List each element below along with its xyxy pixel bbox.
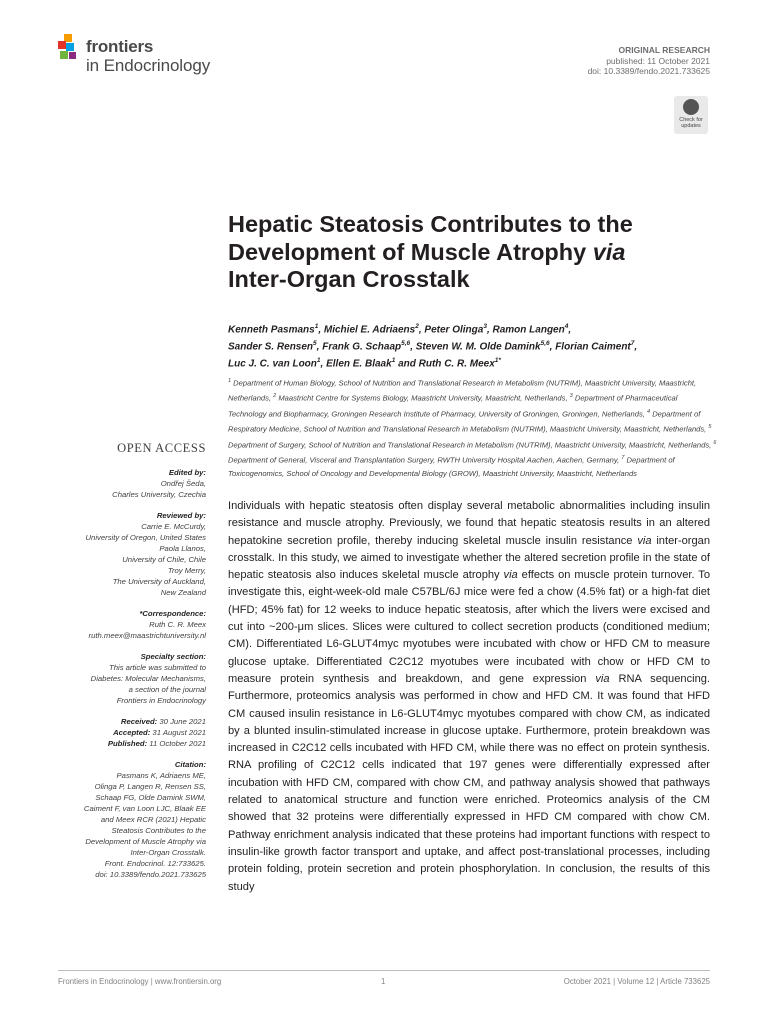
- citation-heading: Citation:: [174, 760, 206, 769]
- received-value: 30 June 2021: [159, 717, 206, 726]
- received-label: Received:: [120, 717, 158, 726]
- author-list: Kenneth Pasmans$^1$, Michiel E. Adriaens$^2$, Peter Olinga$^3$, Ramon Langen$^4$, Sander S. Rensen$^5$, Frank G. Schaap$^{5,6}$, Steven W. M. Olde Damink$^{5,6}$, Florian Caiment$^7$, Luc J. C. van Loon$^1$, Ellen E. Blaak$^1$ and Ruth C. R. Meex$^{1*}$: [228, 323, 638, 369]
- sidebar-published-date: [58, 738, 206, 749]
- accepted-date: [58, 727, 206, 738]
- published-label: Published:: [107, 739, 148, 748]
- affiliations: $^1$ Department of Human Biology, School of Nutrition and Translational Research in Metabolism (NUTRIM), Maastricht University, Maastricht, Netherlands, $^2$ Maastricht Centre for Systems Biology, Maastricht University, Maastricht, Netherlands, $^3$ Department of Pharmaceutical Technology and Biopharmacy, Groningen Research Institute of Pharmacy, University of Groningen, Groningen, Netherlands, $^4$ Department of Respiratory Medicine, School of Nutrition and Translational Research in Metabolism (NUTRIM), Maastricht University, Maastricht, Netherlands, $^5$ Department of Surgery, School of Nutrition and Translational Research in Metabolism (NUTRIM), Maastricht University, Maastricht, Netherlands, $^6$ Department of General, Visceral and Transplantation Surgery, RWTH University Hospital Aachen, Aachen, Germany, $^7$ Department of Toxicogenomics, School of Oncology and Developmental Biology (GROW), Maastricht University, Maastricht, Netherlands: [228, 378, 717, 478]
- abstract-body: Individuals with hepatic steatosis often display several metabolic abnormalities including insulin resistance and muscle atrophy. Previously, we found that hepatic steatosis results in an altered hepatokine secretion profile, thereby inducing skeletal muscle insulin resistance via inter-organ crosstalk. In this study, we aimed to investigate whether the altered secretion profile in the state of hepatic steatosis also induces skeletal muscle atrophy via effects on muscle protein turnover. To investigate this, eight-week-old male C57BL/6J mice were fed a chow (4.5% fat) or a high-fat diet (HFD; 45% fat) for 12 weeks to induce hepatic steatosis, after which the livers were excised and cut into ~200-μm slices. Slices were cultured to collect secretion products (conditioned medium; CM). Differentiated L6-GLUT4myc myotubes were incubated with chow or HFD CM to measure glucose uptake. Differentiated C2C12 myotubes were incubated with chow or HFD CM to measure protein synthesis and breakdown, and gene expression via RNA sequencing. Furthermore, proteomics analysis was performed in chow and HFD CM. It was found that HFD CM caused insulin resistance in L6-GLUT4myc myotubes compared with chow CM, as indicated by a blunted insulin-stimulated increase in glucose uptake. Furthermore, protein breakdown was increased in C2C12 cells incubated with HFD CM, while there was no effect on protein synthesis. RNA profiling of C2C12 cells indicated that 197 genes were differentially expressed after incubation with HFD CM, compared with chow CM, and pathway analysis showed that pathways related to anatomical structure and function were enriched. Proteomics analysis of the CM showed that 32 proteins were differentially expressed in HFD CM compared with chow CM. Pathway enrichment analysis indicated that these proteins had important functions with respect to insulin-like growth factor transport and uptake, and affect post-translational processes, including protein folding, protein secretion and protein phosphorylation. In conclusion, the results of this study: [228, 500, 710, 893]
- journal-logo[interactable]: [58, 34, 258, 84]
- check-updates-label: Check for updates: [679, 117, 703, 129]
- correspondence-heading: *Correspondence:: [139, 609, 206, 618]
- footer-divider: [58, 970, 710, 971]
- footer-issue: October 2021 | Volume 12 | Article 733625: [563, 977, 710, 986]
- dates-section: [58, 716, 206, 749]
- article-title: [228, 211, 708, 294]
- open-access-label: OPEN ACCESS: [117, 441, 206, 455]
- article-sidebar: [58, 467, 206, 890]
- accepted-label: Accepted:: [113, 728, 151, 737]
- edited-by-heading: Edited by:: [168, 468, 206, 477]
- article-doi[interactable]: doi: 10.3389/fendo.2021.733625: [587, 66, 710, 76]
- reviewed-by-heading: Reviewed by:: [156, 511, 206, 520]
- title-line-3: Inter-Organ Crosstalk: [228, 266, 470, 292]
- crossmark-icon: [683, 99, 699, 115]
- specialty-section: [58, 651, 206, 706]
- edited-by-names: Ondřej Šeda, Charles University, Czechia: [112, 479, 206, 499]
- citation-text: Pasmans K, Adriaens ME, Olinga P, Langen R, Rensen SS, Schaap FG, Olde Damink SWM, Caiment F, van Loon LJC, Blaak EE and Meex RCR (2021) Hepatic Steatosis Contributes to the Development of Muscle Atrophy via Inter-Organ Crosstalk. Front. Endocrinol. 12:733625. doi: 10.3389/fendo.2021.733625: [83, 771, 206, 879]
- correspondence-contact[interactable]: Ruth C. R. Meex ruth.meex@maastrichtuniversity.nl: [88, 620, 206, 640]
- specialty-text: This article was submitted to Diabetes: Molecular Mechanisms, a section of the journal Frontiers in Endocrinology: [90, 663, 206, 705]
- published-value: 11 October 2021: [149, 739, 206, 748]
- reviewed-by-section: [58, 510, 206, 598]
- received-date: [58, 716, 206, 727]
- journal-name-brand: frontiers: [86, 37, 154, 56]
- frontiers-logo-icon: [58, 34, 84, 64]
- title-line-2-italic: via: [592, 238, 626, 265]
- footer-journal[interactable]: Frontiers in Endocrinology | www.frontiersin.org: [58, 977, 222, 986]
- title-line-2: [228, 239, 708, 267]
- published-date: published: 11 October 2021: [606, 55, 710, 66]
- article-meta-header: [588, 45, 710, 77]
- edited-by-section: [58, 467, 206, 500]
- journal-name-section: in Endocrinology: [86, 56, 211, 75]
- citation-section: [58, 759, 206, 880]
- correspondence-section: [58, 608, 206, 641]
- article-type: ORIGINAL RESEARCH: [618, 45, 710, 55]
- title-line-2-text: Development of Muscle Atrophy: [228, 238, 593, 265]
- page-number: 1: [381, 977, 386, 986]
- specialty-heading: Specialty section:: [140, 652, 206, 661]
- check-for-updates-button[interactable]: [674, 96, 708, 134]
- reviewed-by-names: Carrie E. McCurdy, University of Oregon, United States Paola Llanos, University of Chile, Chile Troy Merry, The University of Auckland, New Zealand: [85, 522, 206, 597]
- accepted-value: 31 August 2021: [152, 728, 206, 737]
- title-line-1: Hepatic Steatosis Contributes to the: [228, 211, 633, 237]
